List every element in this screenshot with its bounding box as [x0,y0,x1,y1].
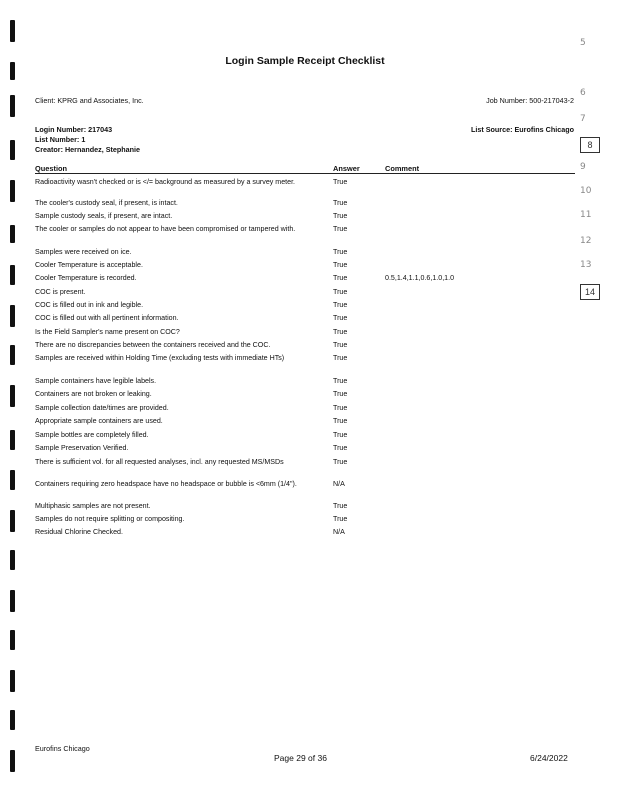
question-cell: Samples were received on ice. [35,248,132,256]
page-title: Login Sample Receipt Checklist [225,55,385,67]
question-cell: Sample containers have legible labels. [35,377,157,385]
footer-page: Page 29 of 36 [274,753,327,763]
answer-cell: True [333,212,348,220]
client-label: Client: KPRG and Associates, Inc. [35,96,144,105]
login-number: Login Number: 217043 [35,125,113,134]
binding-mark [10,385,15,407]
answer-cell: True [333,314,348,322]
answer-cell: N/A [333,528,345,536]
footer-date: 6/24/2022 [530,753,568,763]
question-cell: COC is filled out in ink and legible. [35,301,144,309]
question-cell: Sample collection date/times are provided. [35,404,169,412]
answer-cell: True [333,444,348,452]
question-cell: Residual Chlorine Checked. [35,528,123,536]
answer-cell: True [333,248,348,256]
binding-mark [10,630,15,650]
question-cell: Appropriate sample containers are used. [35,417,163,425]
footer-lab: Eurofins Chicago [35,744,90,753]
question-cell: Samples do not require splitting or compositing. [35,515,185,523]
answer-cell: True [333,515,348,523]
answer-cell: True [333,274,348,282]
margin-index-mark: 7 [580,114,586,124]
answer-cell: True [333,225,348,233]
question-cell: Samples are received within Holding Time (excluding tests with immediate HTs) [35,354,285,362]
question-cell: The cooler's custody seal, if present, is intact. [35,199,178,207]
margin-index-mark: 6 [580,88,586,98]
question-cell: Radioactivity wasn't checked or is </= background as measured by a survey meter. [35,178,296,186]
answer-cell: True [333,458,348,466]
answer-cell: True [333,417,348,425]
question-cell: Multiphasic samples are not present. [35,502,151,510]
question-cell: COC is filled out with all pertinent information. [35,314,179,322]
binding-mark [10,590,15,612]
list-number: List Number: 1 [35,135,86,144]
answer-cell: True [333,261,348,269]
binding-mark [10,140,15,160]
margin-index-box: 14 [580,284,600,300]
binding-mark [10,470,15,490]
binding-mark [10,305,15,327]
answer-cell: True [333,341,348,349]
question-cell: Sample custody seals, if present, are intact. [35,212,173,220]
creator: Creator: Hernandez, Stephanie [35,145,141,154]
binding-mark [10,225,15,243]
binding-mark [10,430,15,450]
binding-mark [10,710,15,730]
comment-cell: 0.5,1.4,1.1,0.6,1.0,1.0 [385,274,455,282]
answer-cell: N/A [333,480,345,488]
binding-mark [10,345,15,365]
question-cell: Containers requiring zero headspace have no headspace or bubble is <6mm (1/4"). [35,480,297,488]
answer-cell: True [333,502,348,510]
list-source: List Source: Eurofins Chicago [470,125,574,134]
answer-cell: True [333,288,348,296]
job-number: Job Number: 500-217043-2 [486,96,574,105]
margin-index-mark: 11 [580,210,592,220]
binding-mark [10,550,15,570]
binding-mark [10,180,15,202]
column-header-comment: Comment [385,164,420,173]
answer-cell: True [333,431,348,439]
margin-index-mark: 9 [580,162,586,172]
question-cell: COC is present. [35,288,86,296]
binding-mark [10,750,15,772]
header-rule [35,173,575,174]
answer-cell: True [333,199,348,207]
question-cell: Sample Preservation Verified. [35,444,129,452]
margin-index-mark: 13 [580,260,592,270]
binding-mark [10,20,15,42]
answer-cell: True [333,377,348,385]
answer-cell: True [333,178,348,186]
binding-mark [10,670,15,692]
margin-index-mark: 10 [580,186,592,196]
question-cell: Sample bottles are completely filled. [35,431,149,439]
margin-index-box: 8 [580,137,600,153]
binding-mark [10,95,15,117]
answer-cell: True [333,404,348,412]
question-cell: There is sufficient vol. for all requested analyses, incl. any requested MS/MSDs [35,458,284,466]
answer-cell: True [333,390,348,398]
question-cell: Cooler Temperature is recorded. [35,274,137,282]
binding-mark [10,265,15,285]
question-cell: Containers are not broken or leaking. [35,390,152,398]
answer-cell: True [333,301,348,309]
margin-index-mark: 5 [580,38,586,48]
question-cell: The cooler or samples do not appear to have been compromised or tampered with. [35,225,296,233]
column-header-question: Question [35,164,68,173]
answer-cell: True [333,354,348,362]
question-cell: There are no discrepancies between the containers received and the COC. [35,341,271,349]
question-cell: Cooler Temperature is acceptable. [35,261,143,269]
answer-cell: True [333,328,348,336]
binding-mark [10,510,15,532]
margin-index-mark: 12 [580,236,592,246]
column-header-answer: Answer [333,164,360,173]
question-cell: Is the Field Sampler's name present on COC? [35,328,180,336]
